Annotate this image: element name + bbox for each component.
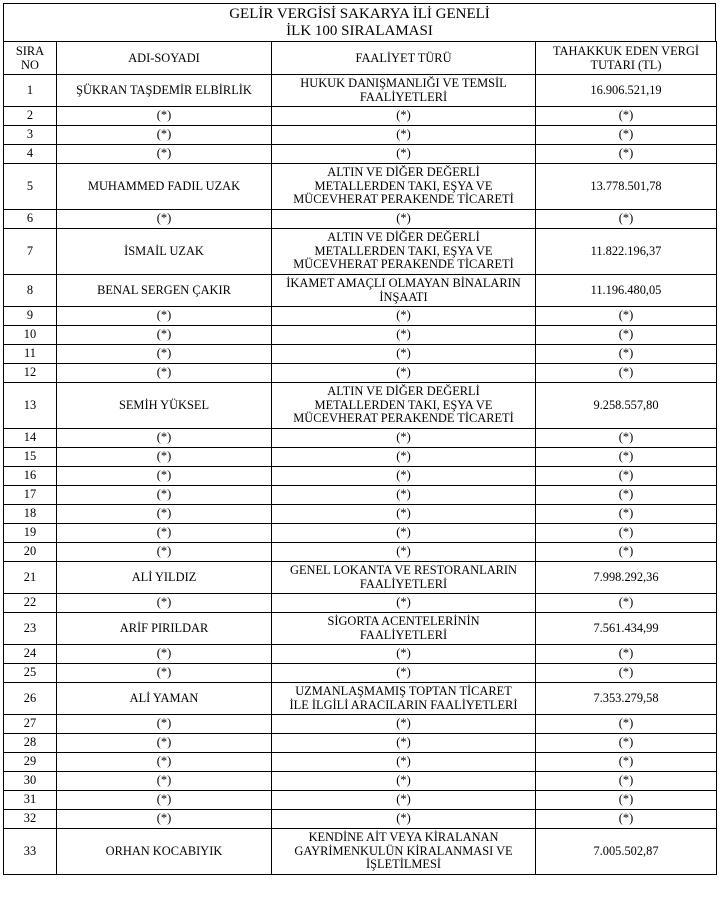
header-tax-text-1: TAHAKKUK EDEN VERGİ (552, 44, 700, 58)
table-row (4, 229, 717, 275)
tax-amount-cell: (*) (536, 594, 717, 613)
activity-line: (*) (396, 792, 411, 807)
activity-cell (272, 524, 536, 543)
table-row (4, 486, 717, 505)
activity-line: HUKUK DANIŞMANLIĞI VE TEMSİL (300, 76, 507, 90)
activity-line: (*) (396, 365, 411, 380)
table-body (4, 75, 717, 875)
rank-cell: 7 (4, 229, 57, 275)
name-cell: (*) (57, 734, 272, 753)
rank-cell: 32 (4, 810, 57, 829)
activity-line: FAALİYETLERİ (359, 576, 448, 591)
rank-cell: 24 (4, 645, 57, 664)
tax-amount-cell: 7.353.279,58 (536, 683, 717, 715)
activity-cell (272, 307, 536, 326)
activity-cell (272, 467, 536, 486)
activity-cell (272, 543, 536, 562)
activity-cell (272, 683, 536, 715)
tax-amount-cell: (*) (536, 715, 717, 734)
name-cell: SEMİH YÜKSEL (57, 383, 272, 429)
tax-amount-cell: 16.906.521,19 (536, 75, 717, 107)
name-cell: (*) (57, 126, 272, 145)
activity-cell (272, 383, 536, 429)
tax-amount-cell: 7.561.434,99 (536, 613, 717, 645)
name-cell: (*) (57, 664, 272, 683)
activity-line: (*) (396, 773, 411, 788)
name-cell: (*) (57, 645, 272, 664)
name-cell: (*) (57, 448, 272, 467)
activity-cell (272, 164, 536, 210)
header-tax-text-2: TUTARI (TL) (590, 58, 662, 72)
tax-amount-cell: (*) (536, 505, 717, 524)
tax-amount-cell: (*) (536, 645, 717, 664)
table-row (4, 345, 717, 364)
activity-line: ALTIN VE DİĞER DEĞERLİ (327, 230, 480, 245)
table-row (4, 734, 717, 753)
tax-amount-cell: (*) (536, 448, 717, 467)
name-cell: (*) (57, 486, 272, 505)
rank-cell: 29 (4, 753, 57, 772)
activity-line: METALLERDEN TAKI, EŞYA VE (314, 178, 493, 193)
activity-line: (*) (396, 665, 411, 680)
activity-line: (*) (396, 487, 411, 502)
name-cell: (*) (57, 810, 272, 829)
activity-line: (*) (396, 544, 411, 559)
table-row (4, 829, 717, 875)
activity-cell (272, 562, 536, 594)
table-row (4, 383, 717, 429)
rank-cell: 27 (4, 715, 57, 734)
tax-amount-cell: (*) (536, 772, 717, 791)
table-row (4, 75, 717, 107)
activity-line: ALTIN VE DİĞER DEĞERLİ (327, 384, 480, 399)
table-row (4, 164, 717, 210)
name-cell: (*) (57, 772, 272, 791)
activity-line: MÜCEVHERAT PERAKENDE TİCARETİ (293, 192, 514, 207)
rank-cell: 25 (4, 664, 57, 683)
name-cell: (*) (57, 345, 272, 364)
activity-line: İŞLETİLMESİ (365, 857, 442, 872)
name-cell: (*) (57, 505, 272, 524)
tax-amount-cell: (*) (536, 107, 717, 126)
table-header-row (4, 42, 717, 75)
tax-amount-cell: (*) (536, 307, 717, 326)
tax-amount-cell: (*) (536, 664, 717, 683)
activity-line: (*) (396, 525, 411, 540)
activity-cell (272, 772, 536, 791)
activity-cell (272, 345, 536, 364)
activity-cell (272, 486, 536, 505)
table-row (4, 524, 717, 543)
tax-amount-cell: 13.778.501,78 (536, 164, 717, 210)
rank-cell: 20 (4, 543, 57, 562)
rank-cell: 16 (4, 467, 57, 486)
activity-line: KENDİNE AİT VEYA KİRALANAN (308, 830, 499, 845)
activity-cell (272, 364, 536, 383)
rank-cell: 18 (4, 505, 57, 524)
tax-amount-cell: (*) (536, 429, 717, 448)
table-row (4, 448, 717, 467)
rank-cell: 6 (4, 210, 57, 229)
name-cell: (*) (57, 753, 272, 772)
table-row (4, 126, 717, 145)
rank-cell: 21 (4, 562, 57, 594)
activity-line: GAYRİMENKULÜN KİRALANMASI VE (294, 843, 513, 858)
activity-line: İLE İLGİLİ ARACILARIN FAALİYETLERİ (289, 697, 518, 712)
table-row (4, 664, 717, 683)
activity-line: (*) (396, 595, 411, 610)
rank-cell: 13 (4, 383, 57, 429)
table-row (4, 505, 717, 524)
rank-cell: 5 (4, 164, 57, 210)
activity-line: GENEL LOKANTA VE RESTORANLARIN (290, 563, 517, 577)
activity-cell (272, 229, 536, 275)
activity-cell (272, 753, 536, 772)
rank-cell: 30 (4, 772, 57, 791)
header-sira-no (4, 42, 57, 75)
activity-cell (272, 664, 536, 683)
activity-cell (272, 645, 536, 664)
activity-line: ALTIN VE DİĞER DEĞERLİ (327, 165, 480, 180)
tax-amount-cell: (*) (536, 145, 717, 164)
name-cell: (*) (57, 524, 272, 543)
activity-line: İKAMET AMAÇLI OLMAYAN BİNALARIN (286, 276, 521, 290)
activity-line: (*) (396, 811, 411, 826)
tax-amount-cell: (*) (536, 364, 717, 383)
name-cell: (*) (57, 715, 272, 734)
name-cell: ALİ YILDIZ (57, 562, 272, 594)
tax-amount-cell: (*) (536, 467, 717, 486)
rank-cell: 26 (4, 683, 57, 715)
activity-line: METALLERDEN TAKI, EŞYA VE (314, 243, 493, 258)
activity-cell (272, 715, 536, 734)
activity-cell (272, 429, 536, 448)
table-row (4, 467, 717, 486)
table-row (4, 810, 717, 829)
rank-cell: 22 (4, 594, 57, 613)
tax-amount-cell: (*) (536, 753, 717, 772)
rank-cell: 4 (4, 145, 57, 164)
rank-cell: 19 (4, 524, 57, 543)
table-row (4, 364, 717, 383)
activity-line: MÜCEVHERAT PERAKENDE TİCARETİ (293, 257, 514, 272)
rank-cell: 33 (4, 829, 57, 875)
activity-line: UZMANLAŞMAMIŞ TOPTAN TİCARET (295, 684, 512, 698)
tax-amount-cell: (*) (536, 543, 717, 562)
header-sira-text: SIRA (15, 44, 45, 58)
table-row (4, 145, 717, 164)
name-cell: ARİF PIRILDAR (57, 613, 272, 645)
title-line-2: İLK 100 SIRALAMASI (286, 23, 433, 39)
activity-cell (272, 791, 536, 810)
table-row (4, 275, 717, 307)
activity-line: (*) (396, 127, 411, 142)
activity-line: FAALİYETLERİ (359, 627, 448, 642)
tax-amount-cell: (*) (536, 345, 717, 364)
document-page (3, 3, 716, 875)
activity-line: FAALİYETLERİ (359, 89, 448, 104)
activity-cell (272, 594, 536, 613)
table-row (4, 772, 717, 791)
activity-cell (272, 126, 536, 145)
activity-cell (272, 107, 536, 126)
activity-line: (*) (396, 146, 411, 161)
rank-cell: 31 (4, 791, 57, 810)
name-cell: (*) (57, 326, 272, 345)
rank-cell: 28 (4, 734, 57, 753)
rank-cell: 10 (4, 326, 57, 345)
activity-line: (*) (396, 211, 411, 226)
name-cell: (*) (57, 307, 272, 326)
table-row (4, 594, 717, 613)
activity-line: (*) (396, 735, 411, 750)
tax-amount-cell: 11.196.480,05 (536, 275, 717, 307)
activity-line: (*) (396, 449, 411, 464)
table-row (4, 107, 717, 126)
tax-amount-cell: (*) (536, 524, 717, 543)
activity-line: (*) (396, 308, 411, 323)
header-activity: FAALİYET TÜRÜ (272, 42, 536, 75)
activity-cell (272, 275, 536, 307)
ranking-table (3, 41, 717, 875)
activity-cell (272, 829, 536, 875)
rank-cell: 15 (4, 448, 57, 467)
rank-cell: 8 (4, 275, 57, 307)
header-no-text: NO (21, 58, 39, 72)
table-row (4, 210, 717, 229)
tax-amount-cell: (*) (536, 326, 717, 345)
rank-cell: 14 (4, 429, 57, 448)
table-row (4, 543, 717, 562)
activity-cell (272, 810, 536, 829)
table-row (4, 613, 717, 645)
name-cell: (*) (57, 429, 272, 448)
activity-cell (272, 75, 536, 107)
tax-amount-cell: (*) (536, 734, 717, 753)
activity-line: (*) (396, 346, 411, 361)
activity-line: (*) (396, 468, 411, 483)
name-cell: (*) (57, 467, 272, 486)
title-line-1: GELİR VERGİSİ SAKARYA İLİ GENELİ (229, 6, 490, 22)
tax-amount-cell: (*) (536, 791, 717, 810)
activity-line: METALLERDEN TAKI, EŞYA VE (314, 397, 493, 412)
name-cell: (*) (57, 364, 272, 383)
activity-line: (*) (396, 716, 411, 731)
table-row (4, 307, 717, 326)
header-tax (536, 42, 717, 75)
activity-line: SİGORTA ACENTELERİNİN (327, 614, 480, 628)
table-row (4, 562, 717, 594)
name-cell: (*) (57, 145, 272, 164)
activity-line: (*) (396, 646, 411, 661)
rank-cell: 9 (4, 307, 57, 326)
rank-cell: 12 (4, 364, 57, 383)
tax-amount-cell: (*) (536, 810, 717, 829)
table-row (4, 429, 717, 448)
activity-line: (*) (396, 430, 411, 445)
rank-cell: 23 (4, 613, 57, 645)
name-cell: MUHAMMED FADIL UZAK (57, 164, 272, 210)
table-row (4, 645, 717, 664)
name-cell: (*) (57, 210, 272, 229)
activity-line: (*) (396, 754, 411, 769)
tax-amount-cell: (*) (536, 210, 717, 229)
activity-cell (272, 326, 536, 345)
table-row (4, 683, 717, 715)
name-cell: ORHAN KOCABIYIK (57, 829, 272, 875)
name-cell: (*) (57, 107, 272, 126)
activity-line: (*) (396, 108, 411, 123)
activity-cell (272, 448, 536, 467)
activity-cell (272, 210, 536, 229)
table-row (4, 791, 717, 810)
tax-amount-cell: (*) (536, 126, 717, 145)
tax-amount-cell: 9.258.557,80 (536, 383, 717, 429)
tax-amount-cell: 7.998.292,36 (536, 562, 717, 594)
activity-cell (272, 734, 536, 753)
activity-cell (272, 613, 536, 645)
tax-amount-cell: 11.822.196,37 (536, 229, 717, 275)
activity-line: İNŞAATI (379, 289, 428, 304)
activity-cell (272, 145, 536, 164)
name-cell: ALİ YAMAN (57, 683, 272, 715)
activity-line: (*) (396, 327, 411, 342)
rank-cell: 11 (4, 345, 57, 364)
activity-line: MÜCEVHERAT PERAKENDE TİCARETİ (293, 411, 514, 426)
name-cell: (*) (57, 543, 272, 562)
name-cell: (*) (57, 791, 272, 810)
rank-cell: 2 (4, 107, 57, 126)
tax-amount-cell: 7.005.502,87 (536, 829, 717, 875)
name-cell: BENAL SERGEN ÇAKIR (57, 275, 272, 307)
table-row (4, 753, 717, 772)
document-title (3, 3, 716, 41)
table-row (4, 715, 717, 734)
activity-line: (*) (396, 506, 411, 521)
rank-cell: 1 (4, 75, 57, 107)
name-cell: ŞÜKRAN TAŞDEMİR ELBİRLİK (57, 75, 272, 107)
rank-cell: 3 (4, 126, 57, 145)
name-cell: (*) (57, 594, 272, 613)
tax-amount-cell: (*) (536, 486, 717, 505)
activity-cell (272, 505, 536, 524)
name-cell: İSMAİL UZAK (57, 229, 272, 275)
table-row (4, 326, 717, 345)
header-name: ADI-SOYADI (57, 42, 272, 75)
rank-cell: 17 (4, 486, 57, 505)
